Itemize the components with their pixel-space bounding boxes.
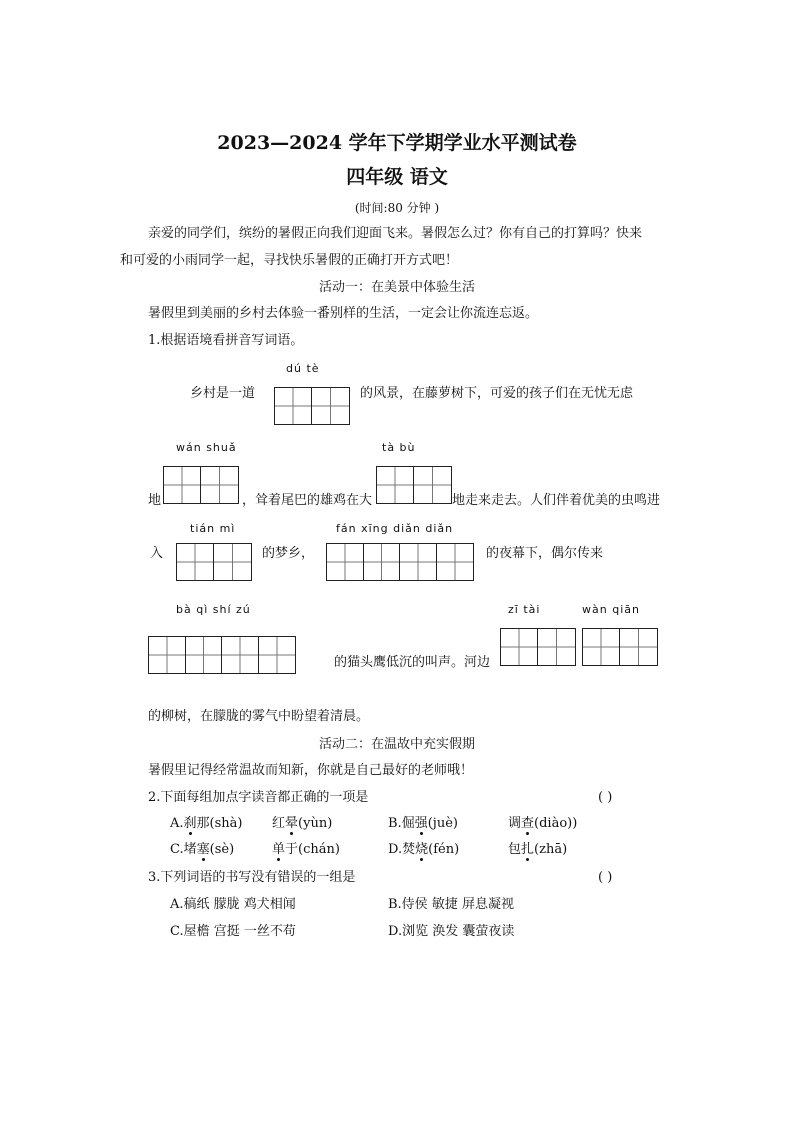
q2-option-d-2: 包扎(zhā) (508, 842, 568, 857)
sentence-part-3: 地 (148, 493, 162, 508)
q2-option-a-2: 红晕(yùn) (272, 816, 333, 831)
q3-option-d[interactable]: D.浏览 涣发 囊萤夜读 (388, 924, 515, 939)
answer-grid-tianmi[interactable] (176, 543, 252, 581)
q2-option-d-1[interactable]: D.焚烧(fén) (388, 842, 460, 857)
dotted-char: 强 (414, 816, 428, 831)
question-2-stem: 2.下面每组加点字读音都正确的一项是 (148, 790, 369, 805)
intro-line-1: 亲爱的同学们，缤纷的暑假正向我们迎面飞来。暑假怎么过？你有自己的打算吗？快来 (148, 226, 643, 241)
answer-grid-wanshua[interactable] (163, 466, 239, 504)
pinyin-tianmi: tián mì (190, 522, 236, 535)
activity-1-title: 活动一：在美景中体验生活 (318, 280, 475, 295)
q3-option-c[interactable]: C.屋檐 宫挺 一丝不苟 (170, 924, 296, 939)
dotted-char: 扎 (521, 842, 535, 857)
activity-2-title: 活动二：在温故中充实假期 (318, 737, 475, 752)
answer-grid-tabu[interactable] (376, 466, 452, 504)
exam-subtitle: 四年级 语文 (346, 166, 448, 188)
activity-1-desc: 暑假里到美丽的乡村去体验一番别样的生活，一定会让你流连忘返。 (148, 306, 539, 321)
pinyin-dute: dú tè (286, 362, 320, 375)
question-1-stem: 1.根据语境看拼音写词语。 (148, 333, 304, 348)
q2-option-c-2: 单于(chán) (272, 842, 340, 857)
answer-grid-wanqian[interactable] (582, 628, 658, 666)
q3-option-b[interactable]: B.侍侯 敏捷 屏息凝视 (388, 897, 514, 912)
intro-line-2: 和可爱的小雨同学一起，寻找快乐暑假的正确打开方式吧！ (120, 253, 459, 268)
answer-grid-zitai[interactable] (500, 628, 576, 666)
question-3-stem: 3.下列词语的书写没有错误的一组是 (148, 870, 356, 885)
pinyin-fanxing: fán xīng diǎn diǎn (336, 522, 454, 535)
answer-grid-dute[interactable] (274, 387, 350, 425)
pinyin-baqi: bà qì shí zú (176, 603, 251, 616)
sentence-part-8: 的夜幕下，偶尔传来 (486, 546, 604, 561)
sentence-part-6: 入 (150, 546, 164, 561)
sentence-part-5: 地走来走去。人们伴着优美的虫鸣进 (452, 493, 661, 508)
answer-grid-fanxing[interactable] (326, 543, 474, 581)
q3-option-a[interactable]: A.稿纸 朦胧 鸡犬相闻 (170, 897, 296, 912)
q2-option-b-1[interactable]: B.倔强(juè) (388, 816, 458, 831)
activity-2-desc: 暑假里记得经常温故而知新，你就是自己最好的老师哦！ (148, 763, 474, 778)
dotted-char: 查 (521, 816, 535, 831)
question-3-answer-paren[interactable]: ( ) (598, 870, 613, 885)
q2-option-b-2: 调查(diào)) (508, 816, 578, 831)
exam-time: (时间:80 分钟 ) (354, 201, 440, 215)
sentence-part-1: 乡村是一道 (190, 386, 256, 401)
pinyin-zitai: zī tài (508, 603, 541, 616)
question-2-answer-paren[interactable]: ( ) (598, 790, 613, 805)
dotted-char: 塞 (196, 842, 210, 857)
exam-title: 2023—2024 学年下学期学业水平测试卷 (217, 132, 577, 154)
pinyin-wanshua: wán shuǎ (176, 441, 237, 454)
sentence-part-2: 的风景，在藤萝树下，可爱的孩子们在无忧无虑 (360, 386, 634, 401)
sentence-part-7: 的梦乡， (262, 546, 315, 561)
dotted-char: 烧 (415, 842, 429, 857)
sentence-part-10: 的柳树，在朦胧的雾气中盼望着清晨。 (148, 709, 370, 724)
sentence-part-9: 的猫头鹰低沉的叫声。河边 (334, 655, 491, 670)
pinyin-tabu: tà bù (382, 441, 416, 454)
dotted-char: 刹 (183, 816, 197, 831)
answer-grid-baqi[interactable] (148, 636, 296, 674)
dotted-char: 单 (272, 842, 286, 857)
q2-option-c-1[interactable]: C.堵塞(sè) (170, 842, 235, 857)
q2-option-a-1[interactable]: A.刹那(shà) (170, 816, 243, 831)
pinyin-wanqian: wàn qiān (582, 603, 640, 616)
dotted-char: 晕 (285, 816, 299, 831)
sentence-part-4: ，耸着尾巴的雄鸡在大 (242, 493, 373, 508)
